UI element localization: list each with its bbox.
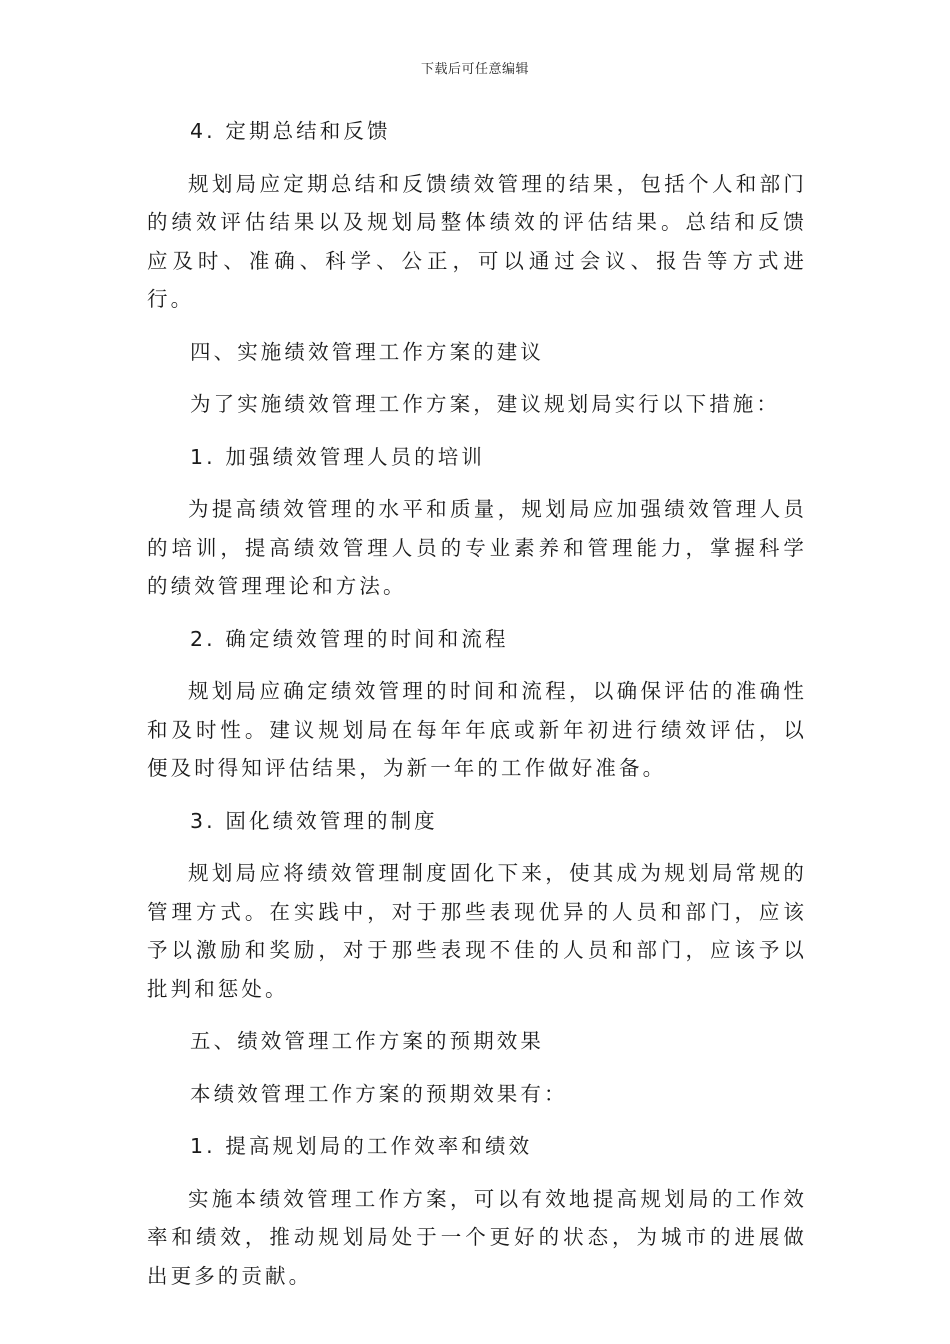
section-heading: 3. 固化绩效管理的制度 <box>190 808 438 833</box>
body-paragraph: 为提高绩效管理的水平和质量，规划局应加强绩效管理人员的培训，提高绩效管理人员的专业素养和管理能力，掌握科学的绩效管理理论和方法。 <box>147 497 807 598</box>
section-heading: 4. 定期总结和反馈 <box>190 119 391 143</box>
section-heading: 2. 确定绩效管理的时间和流程 <box>190 626 509 651</box>
section-intro: 本绩效管理工作方案的预期效果有： <box>190 1081 568 1106</box>
section-heading: 四、实施绩效管理工作方案的建议 <box>190 339 544 364</box>
body-paragraph: 规划局应定期总结和反馈绩效管理的结果，包括个人和部门的绩效评估结果以及规划局整体绩效的评估结果。总结和反馈应及时、准确、科学、公正，可以通过会议、报告等方式进行。 <box>147 171 807 311</box>
section-heading: 1. 提高规划局的工作效率和绩效 <box>190 1134 533 1158</box>
section-heading: 1. 加强绩效管理人员的培训 <box>190 444 485 469</box>
section-intro: 为了实施绩效管理工作方案，建议规划局实行以下措施： <box>190 392 780 416</box>
body-paragraph: 规划局应确定绩效管理的时间和流程，以确保评估的准确性和及时性。建议规划局在每年年底或新年初进行绩效评估，以便及时得知评估结果，为新一年的工作做好准备。 <box>147 679 807 780</box>
header-note: 下载后可任意编辑 <box>420 62 529 77</box>
body-paragraph: 规划局应将绩效管理制度固化下来，使其成为规划局常规的管理方式。在实践中，对于那些表现优异的人员和部门，应该予以激励和奖励，对于那些表现不佳的人员和部门，应该予以批判和惩处。 <box>147 861 807 1001</box>
document-body <box>147 112 807 1295</box>
body-paragraph: 实施本绩效管理工作方案，可以有效地提高规划局的工作效率和绩效，推动规划局处于一个更好的状态，为城市的进展做出更多的贡献。 <box>147 1186 807 1288</box>
section-heading: 五、绩效管理工作方案的预期效果 <box>190 1029 544 1053</box>
